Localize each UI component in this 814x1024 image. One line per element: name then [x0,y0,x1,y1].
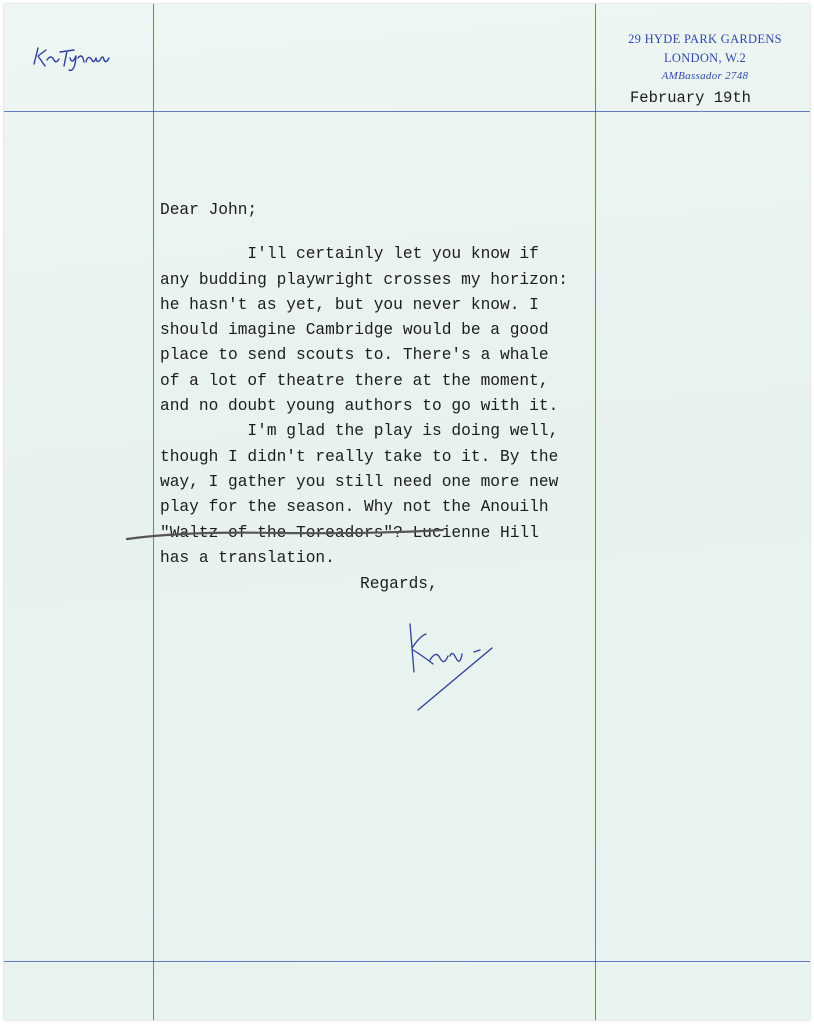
letterhead-address-line2: LONDON, W.2 [663,51,747,65]
closing: Regards, [360,575,438,593]
letterhead-phone: AMBassador 2748 [661,70,749,82]
letter-line: "Waltz of the Toreadors"? Lucienne Hill [160,523,539,542]
salutation: Dear John; [160,201,258,219]
letter-line: way, I gather you still need one more new [160,472,559,491]
letter-line: play for the season. Why not the Anouilh [160,498,549,517]
footer-rule [4,961,810,962]
header-rule [4,111,810,112]
right-margin-rule [595,4,596,1020]
left-margin-rule [153,4,154,1020]
letter-line: has a translation. [160,548,335,567]
letter-body [160,198,568,571]
letter-line: and no doubt young authors to go with it. [160,397,559,416]
letter-line: I'll certainly let you know if [160,245,539,264]
letter-line: he hasn't as yet, but you never know. I [160,295,539,314]
letter-date: February 19th [630,89,751,107]
letter-line: should imagine Cambridge would be a good [160,321,549,340]
handwritten-signature [400,612,510,722]
letter-line: of a lot of theatre there at the moment, [160,371,549,390]
letter-line: place to send scouts to. There's a whale [160,346,549,365]
handwritten-corner-note [30,42,120,72]
letter-line: I'm glad the play is doing well, [160,422,559,441]
letter-line: any budding playwright crosses my horizon: [160,270,568,289]
letter-line: though I didn't really take to it. By the [160,447,559,466]
handwritten-underline [125,527,455,547]
letterhead-address-line1: 29 HYDE PARK GARDENS [628,32,782,46]
